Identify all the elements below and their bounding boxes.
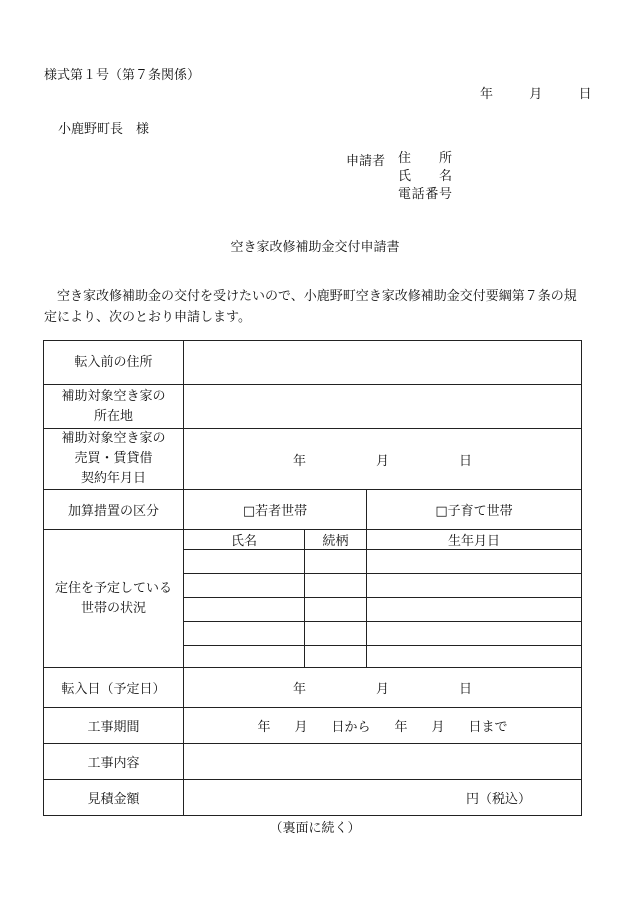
household-birth-cell[interactable] [367,598,582,622]
applicant-fields [398,150,452,204]
phone-label: 電話番号 [398,187,452,202]
move-in-value[interactable]: 年 月 日 [184,668,582,708]
category-label: 加算措置の区分 [44,490,184,530]
household-birth-cell[interactable] [367,622,582,646]
young-household-checkbox[interactable]: □若者世帯 [184,490,367,530]
household-relation-cell[interactable] [305,622,367,646]
document-title: 空き家改修補助金交付申請書 [230,240,400,255]
row-work-content [44,744,582,780]
continued-note: （裏面に続く） [269,821,361,836]
childcare-household-checkbox[interactable]: □子育て世帯 [367,490,582,530]
move-in-label: 転入日（予定日） [44,668,184,708]
household-name-cell[interactable] [184,550,305,574]
target-location-label: 補助対象空き家の 所在地 [44,385,184,429]
household-birth-cell[interactable] [367,646,582,668]
household-name-cell[interactable] [184,598,305,622]
household-name-cell[interactable] [184,646,305,668]
col-birth: 生年月日 [367,530,582,550]
row-category [44,490,582,530]
household-relation-cell[interactable] [305,574,367,598]
form-number: 様式第１号（第７条関係） [44,68,201,83]
estimate-value[interactable] [184,780,582,816]
col-relation: 続柄 [305,530,367,550]
addressee: 小鹿野町長 様 [58,122,150,137]
household-name-cell[interactable] [184,574,305,598]
target-location-value[interactable] [184,385,582,429]
date-year: 年 [480,87,494,102]
contract-date-label: 補助対象空き家の 売買・賃貸借 契約年月日 [44,429,184,490]
work-period-label: 工事期間 [44,708,184,744]
estimate-unit: 円（税込） [466,792,532,807]
row-work-period [44,708,582,744]
row-move-in [44,668,582,708]
applicant-label: 申請者 [346,154,386,169]
work-content-label: 工事内容 [44,744,184,780]
work-period-value[interactable]: 年 月 日から 年 月 日まで [184,708,582,744]
household-name-cell[interactable] [184,622,305,646]
row-target-location [44,385,582,429]
household-label: 定住を予定している 世帯の状況 [44,530,184,668]
address-label: 住 所 [398,151,452,166]
row-estimate [44,780,582,816]
contract-date-value[interactable]: 年 月 日 [184,429,582,490]
intro-paragraph: 空き家改修補助金の交付を受けたいので、小鹿野町空き家改修補助金交付要綱第７条の規定により、次のとおり申請します。 [44,289,577,325]
household-relation-cell[interactable] [305,646,367,668]
household-relation-cell[interactable] [305,550,367,574]
date-month: 月 [529,87,543,102]
row-prev-address [44,341,582,385]
work-content-value[interactable] [184,744,582,780]
prev-address-label: 転入前の住所 [44,341,184,385]
household-header-row [44,530,582,550]
name-label: 氏 名 [398,169,452,184]
application-table [43,340,582,816]
household-birth-cell[interactable] [367,550,582,574]
col-name: 氏名 [184,530,305,550]
application-date [480,83,592,102]
prev-address-value[interactable] [184,341,582,385]
estimate-label: 見積金額 [44,780,184,816]
row-contract-date [44,429,582,490]
date-day: 日 [578,87,592,102]
household-relation-cell[interactable] [305,598,367,622]
household-birth-cell[interactable] [367,574,582,598]
